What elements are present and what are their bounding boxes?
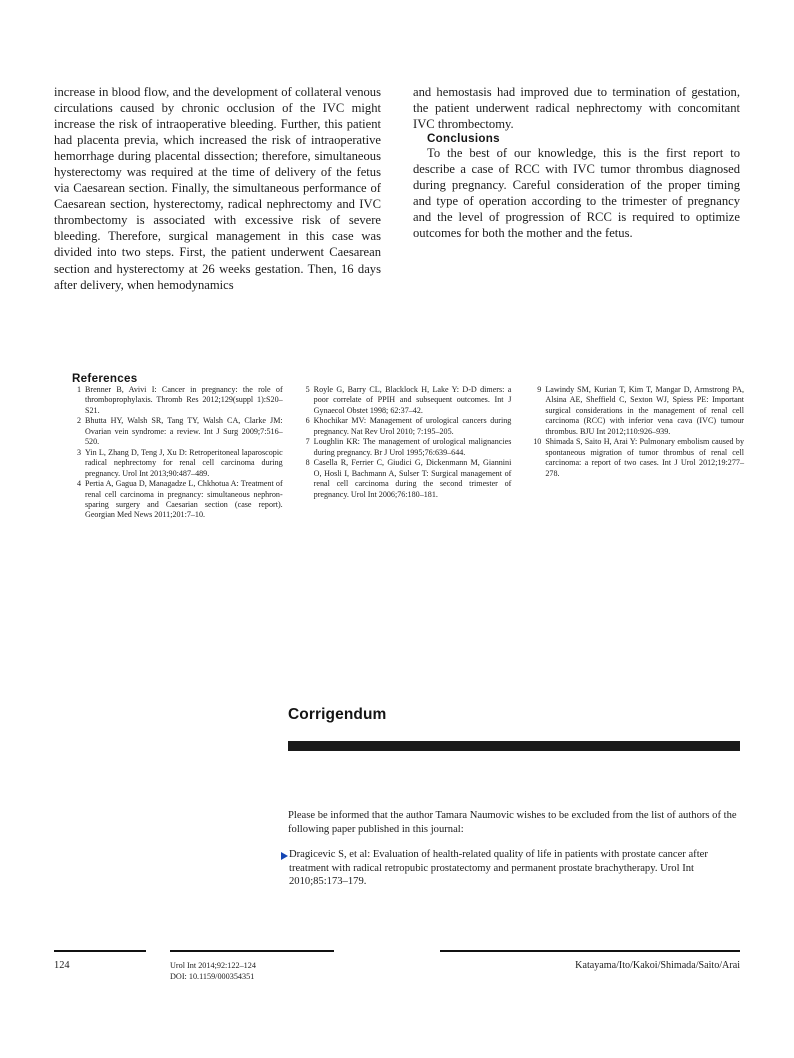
corrigendum-section [288, 706, 740, 889]
footer-citation-line1: Urol Int 2014;92:122–124 [170, 961, 256, 970]
reference-number: 1 [76, 385, 81, 394]
conclusions-heading: Conclusions [427, 132, 500, 146]
reference-text: Bhutta HY, Walsh SR, Tang TY, Walsh CA, Clarke JM: Ovarian vein syndrome: a review. Int J Surg 2009;7:516–520. [85, 416, 283, 447]
reference-item [529, 437, 744, 479]
right-column-paragraph: and hemostasis had improved due to termination of gestation, the patient underwent radical nephrectomy with concomitant IVC thrombectomy. [413, 85, 740, 132]
reference-text: Casella R, Ferrier C, Giudici G, Dickenmann M, Giannini O, Hosli I, Bachmann A, Sulser T: Surgical management of renal cell carcinoma during the second trimester of pregnancy. Urol Int 2006;76:180–181. [313, 458, 512, 499]
reference-number: 5 [305, 385, 310, 394]
reference-text: Royle G, Barry CL, Blacklock H, Lake Y: D-D dimers: a poor correlate of PPIH and subsequent outcomes. Int J Gynaecol Obstet 1998; 62:37–42. [313, 385, 512, 415]
corrigendum-body [288, 809, 740, 889]
references-section [72, 372, 744, 521]
reference-text: Loughlin KR: The management of urological malignancies during pregnancy. Br J Urol 1995;76:639–644. [313, 437, 512, 457]
footer-page-number: 124 [54, 960, 70, 971]
footer-rule-left [54, 950, 146, 952]
article-body [54, 84, 740, 293]
footer-citation-doi: DOI: 10.1159/000354351 [170, 972, 255, 981]
reference-item [72, 385, 283, 416]
triangle-right-icon [281, 852, 288, 860]
corrigendum-reference-row [288, 848, 740, 889]
reference-item [301, 437, 512, 458]
references-columns [72, 385, 744, 521]
reference-text: Lawindy SM, Kurian T, Kim T, Mangar D, Armstrong PA, Alsina AE, Sheffield C, Sexton WJ, Spiess PE: Important surgical considerations in the management of renal cell carcinoma (RCC) with inferior vena cava (IVC) tumour thrombus. BJU Int 2012;110:926–939. [545, 385, 744, 436]
article-left-column [54, 84, 381, 293]
page-footer [54, 950, 740, 1010]
reference-item [301, 416, 512, 437]
corrigendum-heading: Corrigendum [288, 706, 387, 723]
reference-number: 6 [305, 416, 310, 426]
reference-text: Pertia A, Gagua D, Managadze L, Chkhotua A: Treatment of renal cell carcinoma in pregnancy: simultaneous nephron-sparing surgery and Caesarian section (case report). Georgian Med News 2011;201:7–10. [85, 479, 283, 520]
corrigendum-notice: Please be informed that the author Tamara Naumovic wishes to be excluded from the list of authors of the following paper published in this journal: [288, 810, 737, 835]
references-heading: References [72, 372, 138, 385]
references-column-3 [529, 385, 744, 521]
references-column-2 [301, 385, 512, 521]
reference-text: Khochikar MV: Management of urological cancers during pregnancy. Nat Rev Urol 2010; 7:195–205. [313, 416, 512, 436]
footer-citation [170, 960, 256, 982]
left-column-paragraph: increase in blood flow, and the development of collateral venous circulations caused by chronic occlusion of the IVC might increase the risk of intraoperative bleeding. Further, this patient had placenta previa, which increased the risk of intraoperative hemorrhage during placental dissection; therefore, simultaneous hysterectomy was required at the time of delivery of the fetus via Caesarean section. Finally, the simultaneous performance of Caesarean section, hysterectomy, radical nephrectomy and IVC thrombectomy is associated with excessive risk of severe bleeding. Therefore, surgical management in this case was divided into two steps. First, the patient underwent Caesarean section and hysterectomy at 26 weeks gestation. Then, 16 days after delivery, when hemodynamics [54, 85, 381, 292]
reference-number: 3 [76, 447, 81, 457]
reference-number: 9 [537, 385, 542, 394]
reference-number: 10 [533, 437, 542, 447]
conclusions-paragraph: To the best of our knowledge, this is the first report to describe a case of RCC with IVC tumor thrombus diagnosed during pregnancy. Careful consideration of the proper timing and type of operation according to the trimester of pregnancy and the level of progression of RCC is required to optimize outcomes for both the mother and the fetus. [413, 146, 740, 241]
footer-rule-center [170, 950, 334, 952]
reference-item [301, 458, 512, 500]
reference-number: 2 [76, 416, 81, 426]
reference-item [72, 479, 283, 521]
references-column-1 [72, 385, 283, 521]
reference-text: Brenner B, Avivi I: Cancer in pregnancy: the role of thromboprophylaxis. Thromb Res 2012;129(suppl 1):S20–S21. [85, 385, 283, 415]
reference-item [301, 385, 512, 416]
reference-item [72, 448, 283, 479]
reference-number: 7 [305, 437, 310, 447]
reference-item [529, 385, 744, 437]
article-right-column [413, 84, 740, 293]
footer-authors: Katayama/Ito/Kakoi/Shimada/Saito/Arai [575, 960, 740, 971]
corrigendum-reference-text: Dragicevic S, et al: Evaluation of health-related quality of life in patients with prostate cancer after treatment with radical retropubic prostatectomy and permanent prostate brachytherapy. Urol Int 2010;85:173–179. [289, 849, 708, 888]
corrigendum-divider [288, 741, 740, 751]
footer-rule-right [440, 950, 740, 952]
reference-text: Shimada S, Saito H, Arai Y: Pulmonary embolism caused by spontaneous migration of tumor thrombus of renal cell carcinoma: a report of two cases. Int J Urol 2012;19:277–278. [545, 437, 744, 478]
reference-number: 8 [305, 458, 310, 468]
reference-number: 4 [76, 479, 81, 489]
reference-text: Yin L, Zhang D, Teng J, Xu D: Retroperitoneal laparoscopic radical nephrectomy for renal cell carcinoma during pregnancy. Urol Int 2013;90:487–489. [85, 447, 283, 478]
reference-item [72, 416, 283, 447]
